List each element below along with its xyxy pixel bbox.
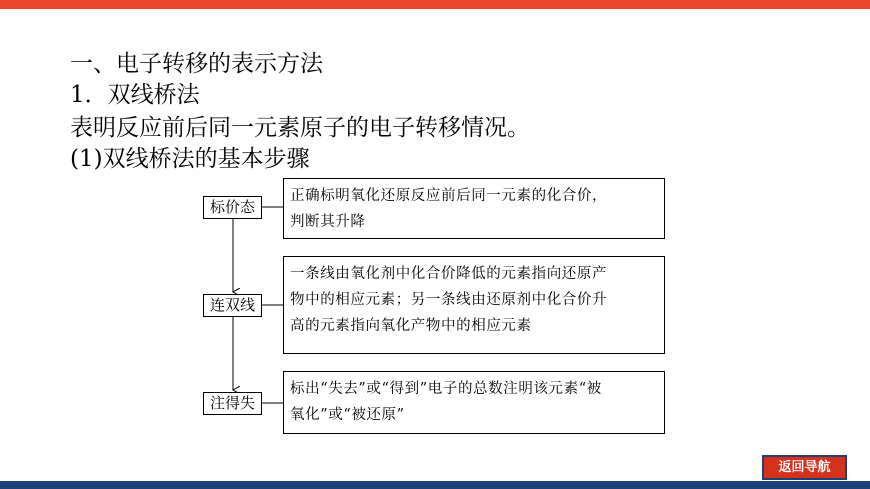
step-label-note-gain-loss: 注得失 <box>203 392 262 415</box>
description-line: 高的元素指向氧化产物中的相应元素 <box>290 318 532 334</box>
steps-title: (1)双线桥法的基本步骤 <box>70 146 310 172</box>
step-description-connect-lines <box>283 256 665 354</box>
description-line: 正确标明氧化还原反应前后同一元素的化合价， <box>290 188 608 204</box>
back-to-navigation-button[interactable]: 返回导航 <box>762 455 847 480</box>
description-line: 判断其升降 <box>290 214 366 230</box>
step-label-connect-lines: 连双线 <box>203 294 262 317</box>
definition-text: 表明反应前后同一元素原子的电子转移情况。 <box>70 115 530 141</box>
description-line: 物中的相应元素；另一条线由还原剂中化合价升 <box>290 292 608 308</box>
subsection-title: 1．双线桥法 <box>70 82 200 108</box>
step-description-mark-valence <box>283 178 665 239</box>
section-title: 一、电子转移的表示方法 <box>70 51 323 77</box>
description-line: 标出“失去”或“得到”电子的总数注明该元素“被 <box>290 381 602 397</box>
description-line: 氧化”或“被还原” <box>290 407 405 423</box>
step-description-note-gain-loss <box>283 371 665 434</box>
bottom-accent-bar <box>0 481 870 489</box>
description-line: 一条线由氧化剂中化合价降低的元素指向还原产 <box>290 266 608 282</box>
step-label-mark-valence: 标价态 <box>203 196 262 219</box>
